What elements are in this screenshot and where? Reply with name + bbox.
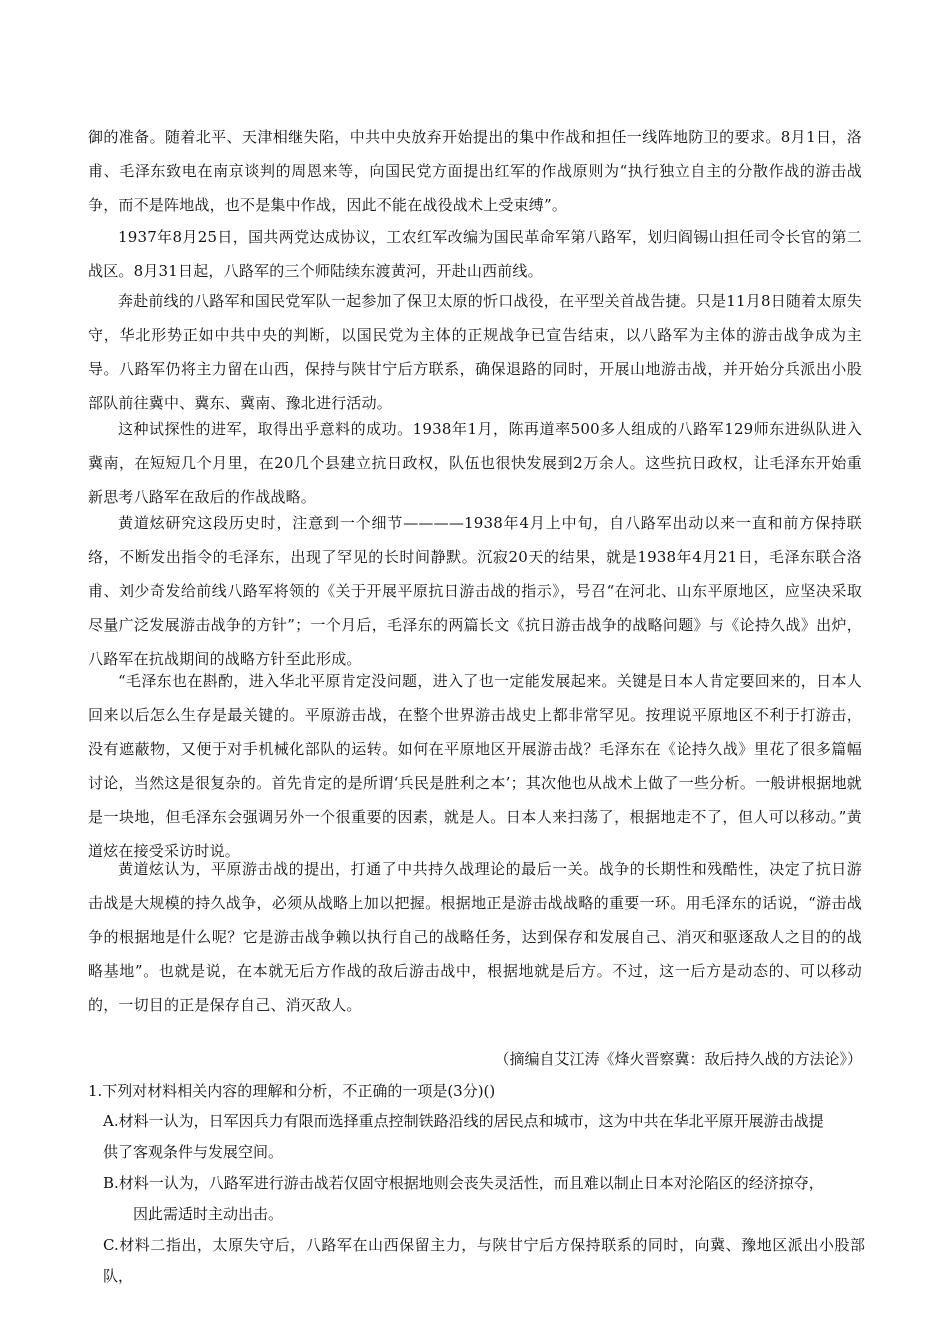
article-paragraph-4: 这种试探性的进军，取得出乎意料的成功。1938年1月，陈再道率500多人组成的八路军129师东进纵队进入冀南，在短短几个月里，在20几个县建立抗日政权，队伍也很快发展到2万余人。这些抗日政权，让毛泽东开始重新思考八路军在敌后的作战战略。 <box>88 420 862 506</box>
option-c <box>103 1230 865 1292</box>
article-paragraph-1: 御的准备。随着北平、天津相继失陷，中共中央放弃开始提出的集中作战和担任一线阵地防卫的要求。8月1日，洛甫、毛泽东致电在南京谈判的周恩来等，向国民党方面提出红军的作战原则为“执行独立自主的分散作战的游击战争，而不是阵地战，也不是集中作战，因此不能在战役战术上受束缚”。 <box>88 128 862 214</box>
article-paragraph-6: “毛泽东也在斟酌，进入华北平原肯定没问题，进入了也一定能发展起来。关键是日本人肯定要回来的，日本人回来以后怎么生存是最关键的。平原游击战，在整个世界游击战史上都非常罕见。按理说平原地区不利于打游击，没有遮蔽物，又便于对手机械化部队的运转。如何在平原地区开展游击战？毛泽东在《论持久战》里花了很多篇幅讨论，当然这是很复杂的。首先肯定的是所谓‘兵民是胜利之本’；其次他也从战术上做了一些分析。一般讲根据地就是一块地，但毛泽东会强调另外一个很重要的因素，就是人。日本人来扫荡了，根据地走不了，但人可以移动。”黄道炫在接受采访时说。 <box>88 672 862 860</box>
article-paragraph-5: 黄道炫研究这段历史时，注意到一个细节————1938年4月上中旬，自八路军出动以来一直和前方保持联络，不断发出指令的毛泽东，出现了罕见的长时间静默。沉寂20天的结果，就是1938年4月21日，毛泽东联合洛甫、刘少奇发给前线八路军将领的《关于开展平原抗日游击战的指示》，号召“在河北、山东平原地区，应坚决采取尽量广泛发展游击战争的方针”；一个月后，毛泽东的两篇长文《抗日游击战争的战略问题》与《论持久战》出炉，八路军在抗战期间的战略方针至此形成。 <box>88 514 862 668</box>
option-c-line-1: C.材料二指出，太原失守后，八路军在山西保留主力，与陕甘宁后方保持联系的同时，向冀、豫地区派出小股部队， <box>103 1236 865 1285</box>
article-paragraph-3: 奔赴前线的八路军和国民党军队一起参加了保卫太原的忻口战役，在平型关首战告捷。只是11月8日随着太原失守，华北形势正如中共中央的判断，以国民党为主体的正规战争已宣告结束，以八路军为主体的游击战争成为主导。八路军仍将主力留在山西，保持与陕甘宁后方联系，确保退路的同时，开展山地游击战，并开始分兵派出小股部队前往冀中、冀东、冀南、豫北进行活动。 <box>88 292 862 412</box>
article-paragraph-2: 1937年8月25日，国共两党达成协议，工农红军改编为国民革命军第八路军，划归阎锡山担任司令长官的第二战区。8月31日起，八路军的三个师陆续东渡黄河，开赴山西前线。 <box>88 228 862 280</box>
question-stem: 1.下列对材料相关内容的理解和分析，不正确的一项是(3分)() <box>88 1082 496 1100</box>
article-source: （摘编自艾江涛《烽火晋察冀：敌后持久战的方法论》） <box>494 1050 862 1068</box>
option-a-line-2: 供了客观条件与发展空间。 <box>103 1143 284 1161</box>
option-b <box>103 1168 865 1230</box>
option-a <box>103 1106 865 1168</box>
option-b-line-2: 因此需适时主动出击。 <box>133 1205 284 1223</box>
article-paragraph-7: 黄道炫认为，平原游击战的提出，打通了中共持久战理论的最后一关。战争的长期性和残酷性，决定了抗日游击战是大规模的持久战争，必须从战略上加以把握。根据地正是游击战战略的重要一环。用毛泽东的话说，“游击战争的根据地是什么呢？它是游击战争赖以执行自己的战略任务，达到保存和发展自己、消灭和驱逐敌人之目的的战略基地”。也就是说，在本就无后方作战的敌后游击战中，根据地就是后方。不过，这一后方是动态的、可以移动的，一切目的正是保存自己、消灭敌人。 <box>88 860 862 1014</box>
option-b-line-1: B.材料一认为，八路军进行游击战若仅固守根据地则会丧失灵活性，而且难以制止日本对沦陷区的经济掠夺， <box>103 1174 824 1192</box>
option-a-line-1: A.材料一认为，日军因兵力有限而选择重点控制铁路沿线的居民点和城市，这为中共在华北平原开展游击战提 <box>103 1112 824 1130</box>
